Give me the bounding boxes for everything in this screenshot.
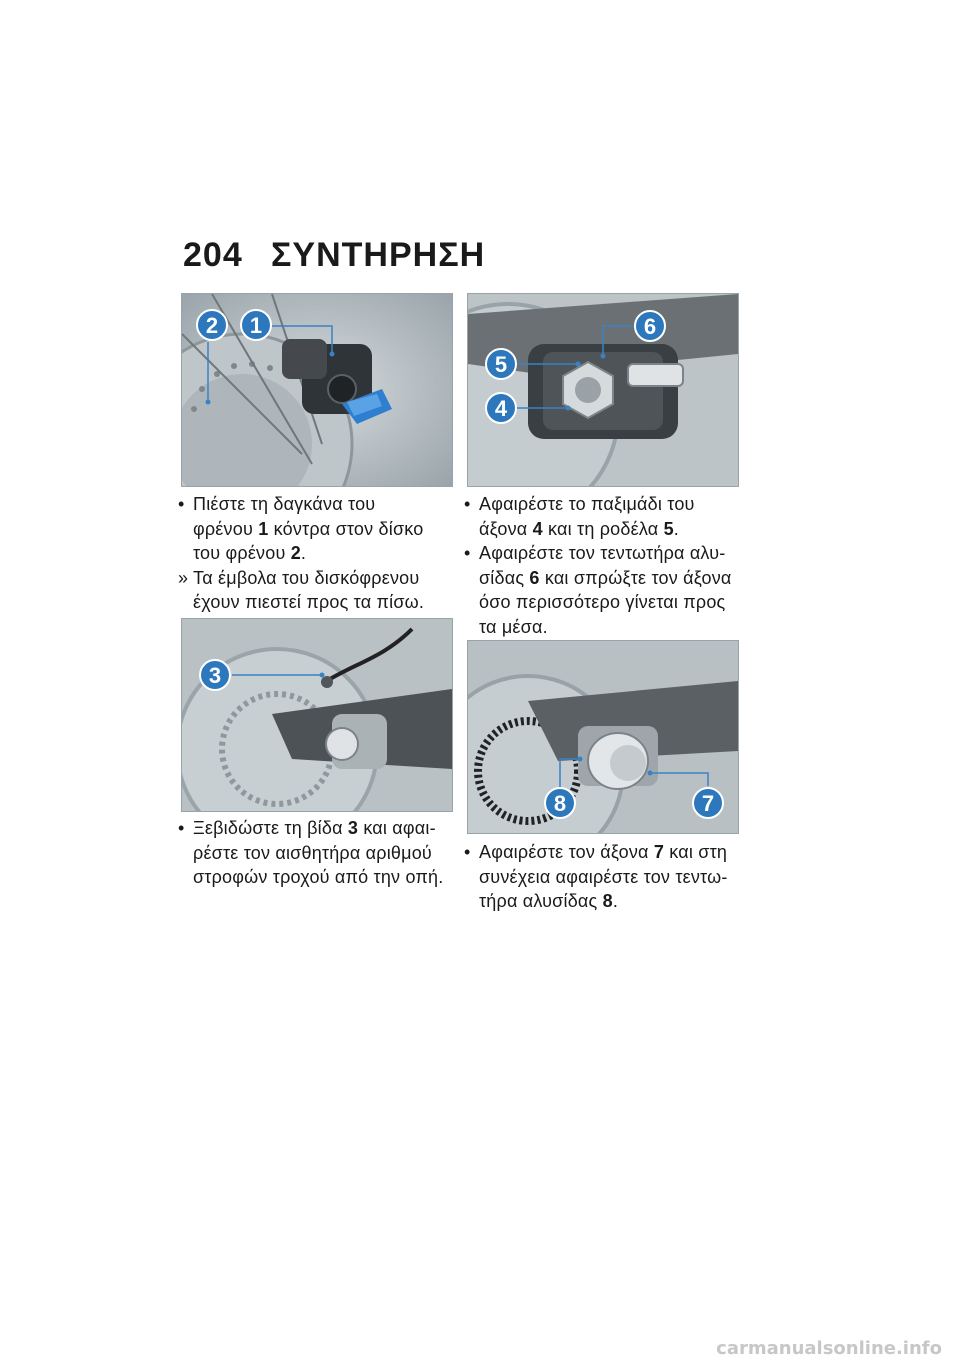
text-line: έχουν πιεστεί προς τα πίσω. xyxy=(193,592,425,612)
bullet-mark: • xyxy=(464,494,471,514)
right-instructions-1 xyxy=(464,492,747,639)
figure-brake-caliper xyxy=(181,293,453,487)
text-line: Αφαιρέστε τον άξονα 7 και στη xyxy=(479,842,728,862)
chapter-title: ΣΥΝΤΗΡΗΣΗ xyxy=(271,236,486,274)
watermark: carmanualsonline.info xyxy=(716,1338,942,1359)
text-line: στροφών τροχού από την οπή. xyxy=(193,867,444,887)
bullet-unscrew-sensor xyxy=(178,816,461,890)
bullet-mark: • xyxy=(178,494,185,514)
figure-axle-removal xyxy=(467,640,739,834)
left-instructions-2 xyxy=(178,816,461,890)
callout-3: 3 xyxy=(208,663,222,688)
text-line: του φρένου 2. xyxy=(193,543,307,563)
bullet-remove-nut xyxy=(464,492,747,541)
result-pistons-pressed xyxy=(178,566,461,615)
text-line: Πιέστε τη δαγκάνα του xyxy=(193,494,376,514)
bullet-press-caliper xyxy=(178,492,461,566)
text-line: ρέστε τον αισθητήρα αριθμού xyxy=(193,842,432,863)
bullet-mark: • xyxy=(178,818,185,838)
bullet-remove-tensioner xyxy=(464,541,747,639)
figure-wheel-speed-sensor xyxy=(181,618,453,812)
callout-2: 2 xyxy=(205,313,219,338)
bullet-mark: • xyxy=(464,543,471,563)
text-line: Αφαιρέστε το παξιμάδι του xyxy=(479,494,695,514)
callout-6: 6 xyxy=(643,314,657,339)
text-line: φρένου 1 κόντρα στον δίσκο xyxy=(193,518,424,539)
callout-4: 4 xyxy=(494,396,508,421)
text-line: άξονα 4 και τη ροδέλα 5. xyxy=(479,518,679,539)
text-line: Αφαιρέστε τον τεντωτήρα αλυ- xyxy=(479,543,726,563)
page-header xyxy=(183,236,485,275)
text-line: συνέχεια αφαιρέστε τον τεντω- xyxy=(479,866,728,887)
figure-axle-nut xyxy=(467,293,739,487)
page-number: 204 xyxy=(183,236,243,274)
bullet-remove-axle xyxy=(464,840,747,914)
bullet-mark: • xyxy=(464,842,471,862)
callout-8: 8 xyxy=(553,791,567,816)
text-line: Ξεβιδώστε τη βίδα 3 και αφαι- xyxy=(193,818,436,838)
left-instructions-1 xyxy=(178,492,461,615)
text-line: όσο περισσότερο γίνεται προς xyxy=(479,592,726,612)
result-mark: » xyxy=(178,567,189,588)
text-line: τα μέσα. xyxy=(479,616,548,637)
callout-1: 1 xyxy=(249,313,263,338)
text-line: τήρα αλυσίδας 8. xyxy=(479,891,619,911)
callout-7: 7 xyxy=(701,791,715,816)
text-line: σίδας 6 και σπρώξτε τον άξονα xyxy=(479,567,732,588)
right-instructions-2 xyxy=(464,840,747,914)
callout-5: 5 xyxy=(494,352,508,377)
text-line: Τα έμβολα του δισκόφρενου xyxy=(193,567,420,588)
